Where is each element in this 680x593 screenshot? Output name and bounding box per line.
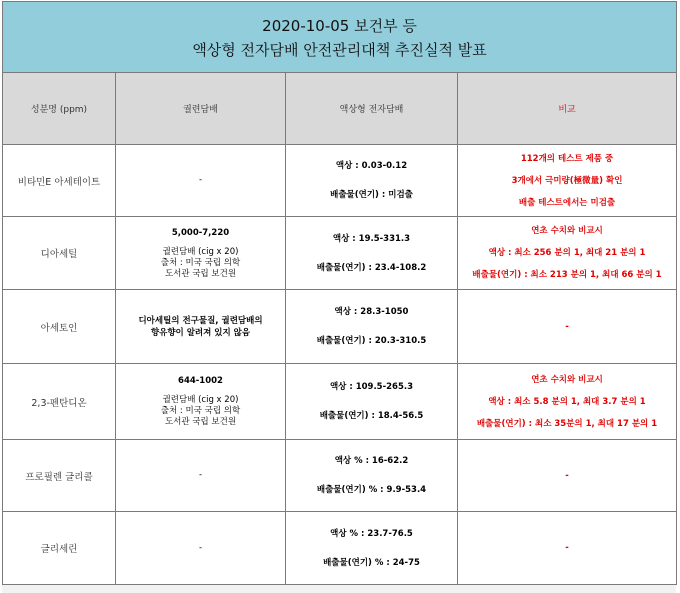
cigarette-cell — [116, 512, 286, 585]
compare-cell — [458, 364, 677, 440]
compare-line: - — [565, 321, 569, 332]
cigarette-cell — [116, 145, 286, 217]
liquid-value: 액상 : 28.3-1050 — [334, 307, 409, 317]
liquid-cell — [286, 145, 458, 217]
liquid-value: 액상 : 19.5-331.3 — [332, 233, 411, 244]
liquid-cell — [286, 512, 458, 585]
compare-line: 연초 수치와 비교시 — [531, 226, 603, 236]
table-row — [3, 145, 677, 217]
liquid-value: 액상 : 109.5-265.3 — [329, 382, 414, 392]
component-name: 아세토인 — [3, 290, 116, 364]
emission-value: 배출물(연기) : 20.3-310.5 — [316, 336, 427, 346]
cigarette-value: 644-1002 — [178, 376, 223, 386]
header-liquid: 액상형 전자담배 — [286, 73, 458, 145]
cigarette-note: 궐련담배 (cig x 20) — [162, 246, 239, 257]
header-cigarette: 궐련담배 — [116, 73, 286, 145]
compare-line: 배출 테스트에서는 미검출 — [518, 197, 616, 208]
header-component: 성분명 (ppm) — [3, 73, 116, 145]
compare-cell — [458, 145, 677, 217]
emission-value: 배출물(연기) : 18.4-56.5 — [319, 411, 424, 421]
compare-line: 액상 : 최소 5.8 분의 1, 최대 3.7 분의 1 — [488, 396, 646, 407]
table-row — [3, 440, 677, 512]
compare-line: - — [565, 543, 569, 553]
header-compare: 비교 — [458, 73, 677, 145]
cigarette-cell — [116, 290, 286, 364]
compare-line: - — [565, 470, 569, 481]
cigarette-cell — [116, 217, 286, 290]
liquid-cell — [286, 217, 458, 290]
cigarette-cell — [116, 440, 286, 512]
compare-line: 배출물(연기) : 최소 35분의 1, 최대 17 분의 1 — [476, 418, 658, 429]
results-table — [2, 1, 677, 585]
cigarette-note: 디아세틸의 전구물질, 궐련담배의 — [138, 315, 263, 326]
table-row — [3, 290, 677, 364]
emission-value: 배출물(연기) : 미검출 — [330, 190, 413, 200]
liquid-cell — [286, 364, 458, 440]
compare-cell — [458, 290, 677, 364]
compare-line: 112개의 테스트 제품 중 — [520, 153, 614, 164]
cigarette-value: - — [198, 542, 203, 553]
header-row — [3, 73, 677, 145]
title-line-1: 2020-10-05 보건부 등 — [262, 17, 417, 35]
component-name: 2,3-펜탄디온 — [3, 364, 116, 440]
cigarette-cell — [116, 364, 286, 440]
cigarette-value: 5,000-7,220 — [171, 227, 230, 238]
compare-cell — [458, 217, 677, 290]
emission-value: 배출물(연기) : 23.4-108.2 — [316, 262, 427, 273]
liquid-value: 액상 % : 16-62.2 — [334, 456, 409, 466]
cigarette-value: - — [198, 175, 203, 185]
compare-line: 3개에서 극미량(極微量) 확인 — [511, 175, 623, 186]
liquid-value: 액상 % : 23.7-76.5 — [330, 528, 413, 539]
compare-cell — [458, 512, 677, 585]
table-row — [3, 364, 677, 440]
liquid-value: 액상 : 0.03-0.12 — [335, 161, 408, 171]
title-line-2: 액상형 전자담배 안전관리대책 추진실적 발표 — [192, 41, 487, 59]
compare-cell — [458, 440, 677, 512]
component-name: 프로필렌 글리콜 — [3, 440, 116, 512]
component-name: 비타민E 아세테이트 — [3, 145, 116, 217]
emission-value: 배출물(연기) % : 9.9-53.4 — [316, 485, 427, 495]
compare-line: 연초 수치와 비교시 — [531, 374, 603, 385]
cigarette-value: - — [198, 470, 203, 480]
cigarette-note: 향유향이 알려져 있지 않음 — [150, 327, 251, 338]
liquid-cell — [286, 290, 458, 364]
compare-line: 액상 : 최소 256 분의 1, 최대 21 분의 1 — [488, 248, 646, 258]
cigarette-note: 궐련담배 (cig x 20) — [162, 395, 239, 405]
cigarette-source: 출처 : 미국 국립 의학 — [160, 406, 241, 416]
compare-line: 배출물(연기) : 최소 213 분의 1, 최대 66 분의 1 — [472, 270, 662, 280]
table-title — [3, 2, 677, 73]
cigarette-source: 도서관 국립 보건원 — [164, 268, 237, 279]
cigarette-source: 도서관 국립 보건원 — [164, 417, 237, 427]
cigarette-source: 출처 : 미국 국립 의학 — [160, 257, 241, 268]
component-name: 글리세린 — [3, 512, 116, 585]
liquid-cell — [286, 440, 458, 512]
table-row — [3, 512, 677, 585]
component-name: 디아세틸 — [3, 217, 116, 290]
emission-value: 배출물(연기) % : 24-75 — [323, 557, 420, 568]
table-row — [3, 217, 677, 290]
